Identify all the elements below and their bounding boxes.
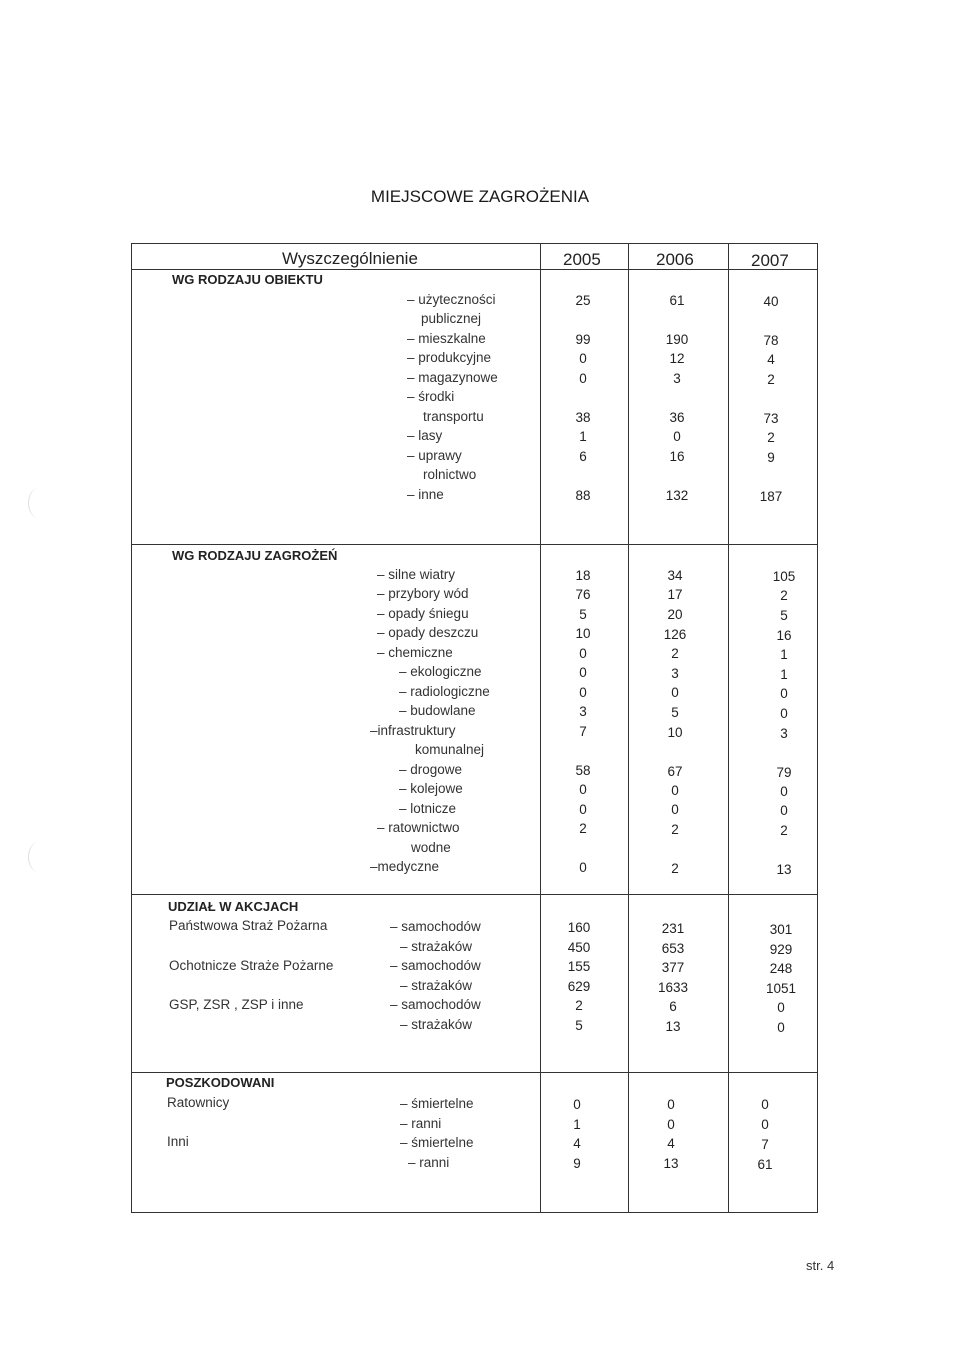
- row-label: – lotnicze: [399, 801, 457, 816]
- year-header: 2007: [751, 251, 789, 270]
- cell-2007: 40: [763, 294, 779, 309]
- header-label: Wyszczególnienie: [282, 249, 418, 268]
- column-divider: [540, 243, 541, 1213]
- row-label: – samochodów: [390, 997, 481, 1012]
- column-divider: [728, 243, 729, 1213]
- cell-2006: 13: [663, 1156, 679, 1171]
- cell-2006: 13: [665, 1019, 681, 1034]
- cell-2007: 187: [759, 489, 783, 504]
- cell-2006: 2: [671, 861, 679, 876]
- row-label: – samochodów: [390, 958, 481, 973]
- cell-2006: 67: [667, 764, 683, 779]
- row-label: – śmiertelne: [400, 1135, 474, 1150]
- data-table: [131, 243, 818, 1213]
- group-label: GSP, ZSR , ZSP i inne: [169, 997, 304, 1012]
- row-label: – mieszkalne: [407, 331, 486, 346]
- cell-2005: 10: [575, 626, 591, 641]
- cell-2007: 2: [780, 588, 788, 603]
- cell-2007: 0: [780, 686, 788, 701]
- row-label-cont: publicznej: [421, 311, 482, 326]
- row-label: – kolejowe: [399, 781, 463, 796]
- cell-2006: 231: [661, 921, 685, 936]
- cell-2007: 2: [767, 430, 775, 445]
- row-label: – strażaków: [400, 939, 473, 954]
- section-divider: [131, 894, 818, 895]
- cell-2005: 1: [573, 1117, 581, 1132]
- row-label: – produkcyjne: [407, 350, 492, 365]
- cell-2005: 1: [579, 429, 587, 444]
- cell-2005: 450: [567, 940, 591, 955]
- scan-artifact: [28, 488, 49, 518]
- cell-2005: 88: [575, 488, 591, 503]
- row-label: – ranni: [408, 1155, 450, 1170]
- row-label-cont: wodne: [411, 840, 451, 855]
- cell-2006: 17: [667, 587, 683, 602]
- cell-2007: 1051: [765, 981, 797, 996]
- cell-2007: 2: [780, 823, 788, 838]
- cell-2005: 9: [573, 1156, 581, 1171]
- row-label: – strażaków: [400, 978, 473, 993]
- group-label: Ratownicy: [167, 1095, 230, 1110]
- cell-2006: 190: [665, 332, 689, 347]
- cell-2005: 2: [575, 998, 583, 1013]
- cell-2006: 3: [673, 371, 681, 386]
- cell-2005: 2: [579, 821, 587, 836]
- row-label: – chemiczne: [377, 645, 453, 660]
- row-label: –medyczne: [370, 859, 440, 874]
- cell-2006: 0: [673, 429, 681, 444]
- group-label: Ochotnicze Straże Pożarne: [169, 958, 334, 973]
- row-label: – radiologiczne: [399, 684, 490, 699]
- cell-2007: 7: [761, 1137, 769, 1152]
- cell-2007: 1: [780, 667, 788, 682]
- row-label: – inne: [407, 487, 444, 502]
- cell-2006: 0: [671, 685, 679, 700]
- cell-2006: 377: [661, 960, 685, 975]
- row-label: – magazynowe: [407, 370, 498, 385]
- cell-2006: 16: [669, 449, 685, 464]
- section-title: WG RODZAJU OBIEKTU: [172, 272, 323, 287]
- cell-2007: 73: [763, 411, 779, 426]
- cell-2005: 0: [579, 351, 587, 366]
- row-label: – użyteczności: [407, 292, 496, 307]
- row-label: – samochodów: [390, 919, 481, 934]
- cell-2006: 0: [667, 1097, 675, 1112]
- cell-2007: 2: [767, 372, 775, 387]
- cell-2007: 0: [780, 706, 788, 721]
- cell-2005: 629: [567, 979, 591, 994]
- year-header: 2005: [563, 250, 601, 269]
- cell-2007: 16: [776, 628, 792, 643]
- cell-2005: 3: [579, 704, 587, 719]
- cell-2007: 61: [757, 1157, 773, 1172]
- row-label: – silne wiatry: [377, 567, 456, 582]
- cell-2007: 0: [780, 803, 788, 818]
- row-label: – opady śniegu: [377, 606, 469, 621]
- row-label-cont: transportu: [423, 409, 484, 424]
- cell-2006: 61: [669, 293, 685, 308]
- cell-2005: 0: [579, 685, 587, 700]
- section-title: POSZKODOWANI: [166, 1075, 275, 1090]
- cell-2005: 7: [579, 724, 587, 739]
- header-divider: [131, 269, 818, 270]
- cell-2007: 1: [780, 647, 788, 662]
- cell-2007: 0: [761, 1097, 769, 1112]
- cell-2007: 0: [761, 1117, 769, 1132]
- cell-2007: 929: [769, 942, 793, 957]
- group-label: Inni: [167, 1134, 189, 1149]
- row-label: –infrastruktury: [370, 723, 456, 738]
- row-label: – ratownictwo: [377, 820, 460, 835]
- cell-2005: 25: [575, 293, 591, 308]
- row-label: – budowlane: [399, 703, 476, 718]
- cell-2005: 6: [579, 449, 587, 464]
- row-label-cont: rolnictwo: [423, 467, 477, 482]
- cell-2005: 0: [579, 665, 587, 680]
- cell-2006: 2: [671, 822, 679, 837]
- row-label: – lasy: [407, 428, 443, 443]
- cell-2005: 76: [575, 587, 591, 602]
- section-divider: [131, 544, 818, 545]
- cell-2006: 132: [665, 488, 689, 503]
- row-label: – środki: [407, 389, 455, 404]
- cell-2006: 12: [669, 351, 685, 366]
- cell-2007: 13: [776, 862, 792, 877]
- cell-2007: 9: [767, 450, 775, 465]
- cell-2005: 0: [579, 782, 587, 797]
- page-title: MIEJSCOWE ZAGROŻENIA: [370, 187, 590, 206]
- year-header: 2006: [656, 250, 694, 269]
- cell-2006: 10: [667, 725, 683, 740]
- page-number: str. 4: [806, 1258, 835, 1273]
- cell-2006: 4: [667, 1136, 675, 1151]
- cell-2005: 5: [579, 607, 587, 622]
- row-label: – opady deszczu: [377, 625, 479, 640]
- cell-2005: 155: [567, 959, 591, 974]
- cell-2005: 160: [567, 920, 591, 935]
- cell-2006: 1633: [657, 980, 689, 995]
- cell-2007: 78: [763, 333, 779, 348]
- cell-2007: 0: [780, 784, 788, 799]
- row-label: – drogowe: [399, 762, 463, 777]
- cell-2007: 248: [769, 961, 793, 976]
- cell-2005: 5: [575, 1018, 583, 1033]
- cell-2007: 105: [772, 569, 796, 584]
- cell-2007: 0: [777, 1000, 785, 1015]
- cell-2005: 0: [579, 646, 587, 661]
- cell-2006: 2: [671, 646, 679, 661]
- cell-2005: 0: [579, 860, 587, 875]
- cell-2007: 0: [777, 1020, 785, 1035]
- cell-2005: 0: [579, 802, 587, 817]
- row-label-cont: komunalnej: [415, 742, 485, 757]
- cell-2006: 34: [667, 568, 683, 583]
- section-title: WG RODZAJU ZAGROŻEŃ: [172, 548, 338, 563]
- cell-2006: 0: [671, 802, 679, 817]
- scan-artifact: [28, 842, 49, 872]
- cell-2006: 0: [671, 783, 679, 798]
- cell-2006: 653: [661, 941, 685, 956]
- cell-2005: 4: [573, 1136, 581, 1151]
- cell-2006: 5: [671, 705, 679, 720]
- cell-2006: 3: [671, 666, 679, 681]
- cell-2006: 0: [667, 1117, 675, 1132]
- cell-2007: 79: [776, 765, 792, 780]
- row-label: – ranni: [400, 1116, 442, 1131]
- row-label: – uprawy: [407, 448, 462, 463]
- cell-2006: 126: [663, 627, 687, 642]
- cell-2005: 0: [579, 371, 587, 386]
- cell-2005: 18: [575, 568, 591, 583]
- row-label: – ekologiczne: [399, 664, 482, 679]
- cell-2005: 0: [573, 1097, 581, 1112]
- cell-2006: 6: [669, 999, 677, 1014]
- section-title: UDZIAŁ W AKCJACH: [168, 899, 299, 914]
- cell-2007: 5: [780, 608, 788, 623]
- column-divider: [628, 243, 629, 1213]
- group-label: Państwowa Straż Pożarna: [169, 918, 328, 933]
- row-label: – śmiertelne: [400, 1096, 474, 1111]
- cell-2006: 36: [669, 410, 685, 425]
- cell-2006: 20: [667, 607, 683, 622]
- row-label: – przybory wód: [377, 586, 469, 601]
- cell-2007: 301: [769, 922, 793, 937]
- cell-2005: 99: [575, 332, 591, 347]
- section-divider: [131, 1072, 818, 1073]
- cell-2005: 58: [575, 763, 591, 778]
- cell-2007: 4: [767, 352, 775, 367]
- row-label: – strażaków: [400, 1017, 473, 1032]
- cell-2005: 38: [575, 410, 591, 425]
- cell-2007: 3: [780, 726, 788, 741]
